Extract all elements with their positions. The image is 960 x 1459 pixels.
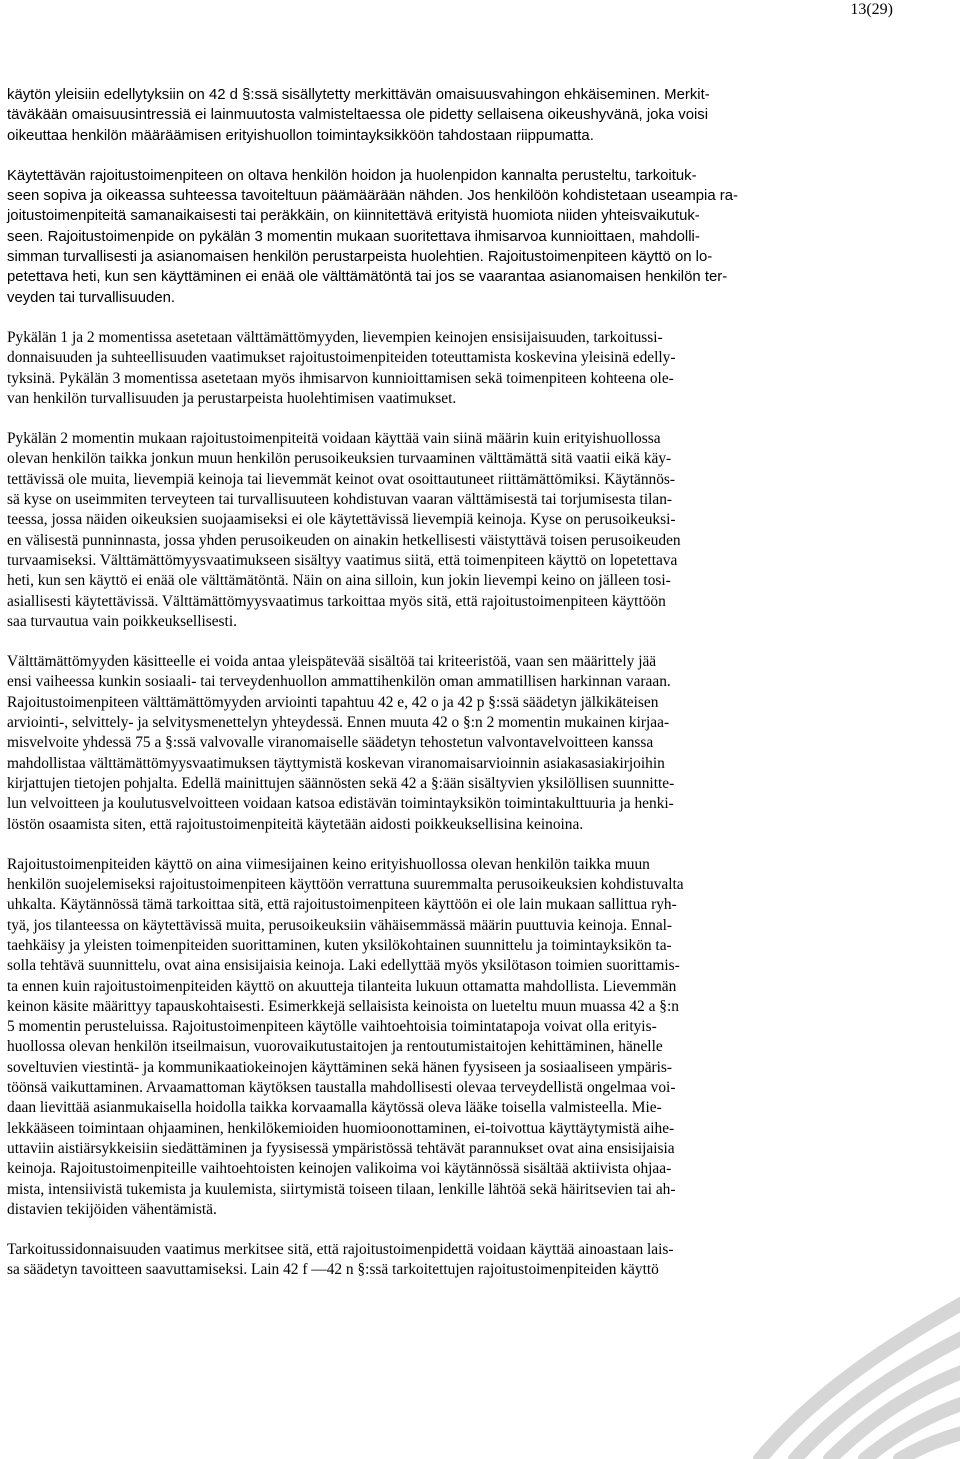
text-line: tettävissä ole muita, lievempiä keinoja tai lievemmät keinot ovat osoittautuneet riittämättömiksi. Käytännös- [7, 470, 676, 488]
text-line: simman turvallisesti ja asianomaisen henkilön perustarpeista huolehtien. Rajoitustoimenpiteen käyttö on lo- [7, 249, 713, 266]
text-line: käytön yleisiin edellytyksiin on 42 d §:ssä sisällytetty merkittävän omaisuusvahingon ehkäiseminen. Merkit- [7, 87, 710, 103]
text-line: solla tehtävä suunnittelu, ovat aina ensisijaisia keinoja. Laki edellyttää myös yksilötason toimien suorittamis- [7, 957, 680, 975]
text-line: Tarkoitussidonnaisuuden vaatimus merkitsee sitä, että rajoitustoimenpidettä voidaan käyttää ainoastaan lais- [7, 1241, 674, 1259]
text-line: donnaisuuden ja suhteellisuuden vaatimukset rajoitustoimenpiteiden toteuttamista koskevina yleisinä edelly- [7, 349, 676, 367]
text-line: Pykälän 2 momentin mukaan rajoitustoimenpiteitä voidaan käyttää vain siinä määrin kuin erityishuollossa [7, 430, 661, 448]
text-line: uttaviin aistiärsykkeisiin siedättäminen ja fyysisessä ympäristössä tehtävät parannukset ovat aina ensisijaisia [7, 1139, 675, 1157]
document-body [7, 85, 884, 1301]
text-line: van henkilön turvallisuuden ja perustarpeista huolehtimisen vaatimukset. [7, 389, 457, 407]
text-line: misvelvoite yhdessä 75 a §:ssä valvovalle viranomaiselle säädetyn tehostetun valvontavelvoitteen kanssa [7, 734, 654, 752]
paragraph-3 [7, 328, 884, 409]
text-line: seen sopiva ja oikeassa suhteessa tavoiteltuun päämäärään nähden. Jos henkilöön kohdistetaan useampia ra- [7, 188, 738, 205]
text-line: taehkäisy ja yleisten toimenpiteiden suorittaminen, kuten yksilökohtainen suunnittelu ja toimintayksikön ta- [7, 936, 672, 954]
text-line: töönsä vaikuttaminen. Arvaamattoman käytöksen taustalla mahdollisesti olevaa terveydellistä ongelmaa voi- [7, 1079, 676, 1097]
text-line: Pykälän 1 ja 2 momentissa asetetaan välttämättömyyden, lievempien keinojen ensisijaisuuden, tarkoitussi- [7, 328, 663, 346]
text-line: Välttämättömyyden käsitteelle ei voida antaa yleispätevää sisältöä tai kriteeristöä, vaan sen määrittely jää [7, 653, 657, 671]
text-line: 5 momentin perusteluissa. Rajoitustoimenpiteen käytölle vaihtoehtoisia toimintatapoja voivat olla erityis- [7, 1018, 657, 1036]
text-line: teessa, jossa näiden oikeuksien suojaamiseksi ei ole käytettävissä lievempiä keinoja. Kyse on perusoikeuksi- [7, 511, 676, 529]
text-line: heti, kun sen käyttö ei enää ole välttämätöntä. Näin on aina silloin, kun jokin lievempi keino on jälleen tosi- [7, 572, 671, 590]
text-line: arviointi-, selvittely- ja selvitysmenettelyn yhteydessä. Ennen muuta 42 o §:n 2 momentin mukainen kirjaa- [7, 714, 670, 732]
text-line: sä kyse on useimmiten terveyteen tai turvallisuuteen kohdistuvan vaaran välttämisestä tai torjumisesta tilan- [7, 491, 673, 509]
text-line: distavien tekijöiden vähentämistä. [7, 1200, 217, 1218]
text-line: lun velvoitteen ja koulutusvelvoitteen voidaan katsoa edistävän toimintayksikön toimintakulttuuria ja henki- [7, 795, 674, 813]
text-line: keinon käsite määrittyy tapauskohtaisesti. Esimerkkejä sellaisista keinoista on lueteltu muun muassa 42 a §:n [7, 997, 679, 1015]
text-line: uhkalta. Käytännössä tämä tarkoittaa sitä, että rajoitustoimenpiteen käyttöön ei ole lain mukaan sallittua ryh- [7, 896, 677, 914]
paragraph-5 [7, 652, 884, 835]
text-line: veyden tai turvallisuuden. [7, 289, 176, 306]
text-line: täväkään omaisuusintressiä ei lainmuutosta valmisteltaessa ole pidetty sellaisena oikeushyvänä, joka voisi [7, 107, 709, 124]
paragraph-1 [7, 85, 884, 146]
text-line: tyksinä. Pykälän 3 momentissa asetetaan myös ihmisarvon kunnioittamisen sekä toimenpiteen kohteena ole- [7, 369, 674, 387]
text-line: petettava heti, kun sen käyttäminen ei enää ole välttämätöntä tai jos se vaarantaa asianomaisen henkilön ter- [7, 269, 728, 286]
text-line: olevan henkilön taikka jonkun muun henkilön perusoikeuksien turvaaminen välttämättä sitä vaatii eikä käy- [7, 450, 672, 468]
text-line: Rajoitustoimenpiteen välttämättömyyden arviointi tapahtuu 42 e, 42 o ja 42 p §:ssä säädetyn jälkikäteisen [7, 693, 659, 711]
page-number: 13(29) [850, 1, 893, 18]
text-line: seen. Rajoitustoimenpide on pykälän 3 momentin mukaan suoritettava ihmisarvoa kunnioittaen, mahdolli- [7, 228, 700, 245]
text-line: asiallisesti käytettävissä. Välttämättömyysvaatimus tarkoittaa myös sitä, että rajoitustoimenpiteen käyttöön [7, 592, 666, 610]
text-line: turvaamiseksi. Välttämättömyysvaatimukseen sisältyy vaatimus siitä, että toimenpiteen käyttö on lopetettava [7, 551, 678, 569]
text-line: ensi vaiheessa kunkin sosiaali- tai terveydenhuollon ammattihenkilön oman ammatillisen harkinnan varaan. [7, 673, 671, 691]
text-line: Käytettävän rajoitustoimenpiteen on oltava henkilön hoidon ja huolenpidon kannalta perusteltu, tarkoituk- [7, 167, 697, 184]
paragraph-2 [7, 166, 884, 308]
text-line: lekkääseen toimintaan ohjaaminen, henkilökemioiden huomioonottaminen, ei-toivottua käyttäytymistä aihe- [7, 1119, 675, 1137]
text-line: mista, intensiivistä tukemista ja kuulemista, siirtymistä toiseen tilaan, lenkille lähtöä sekä häiritsevien tai ah- [7, 1180, 676, 1198]
text-line: daan lievittää asianmukaisella hoidolla taikka korvaamalla käytössä oleva lääke toisella valmisteella. Mie- [7, 1099, 662, 1117]
wave-logo [700, 1229, 960, 1459]
text-line: en välisestä punninnasta, jossa yhden perusoikeuden on ainakin hetkellisesti väistyttävä toisen perusoikeuden [7, 531, 681, 549]
text-line: ta ennen kuin rajoitustoimenpiteiden käyttö on akuutteja tilanteita lukuun ottamatta mahdollista. Lievemmän [7, 977, 677, 995]
text-line: tyä, jos tilanteessa on käytettävissä muita, perusoikeuksiin vähäisemmässä määrin puuttuvia keinoja. Ennal- [7, 916, 673, 934]
text-line: mahdollistaa välttämättömyysvaatimuksen täyttymistä koskevan viranomaisarvioinnin asiakasasiakirjoihin [7, 754, 665, 772]
text-line: löstön osaamista siten, että rajoitustoimenpiteitä käytetään aidosti poikkeuksellisina keinoina. [7, 815, 584, 833]
text-line: sa säädetyn tavoitteen saavuttamiseksi. Lain 42 f —42 n §:ssä tarkoitettujen rajoitustoimenpiteiden käyttö [7, 1261, 659, 1279]
paragraph-4 [7, 429, 884, 632]
paragraph-6 [7, 855, 884, 1220]
text-line: huollossa olevan henkilön itseilmaisun, vuorovaikutustaitojen ja rentoutumistaitojen kehittäminen, hänelle [7, 1038, 663, 1056]
text-line: soveltuvien viestintä- ja kommunikaatiokeinojen käyttäminen sekä hänen fyysiseen ja sosiaaliseen ympäris- [7, 1058, 673, 1076]
text-line: kirjattujen tietojen pohjalta. Edellä mainittujen säännösten sekä 42 a §:ään sisältyvien yksilöllisen suunnitte- [7, 774, 675, 792]
text-line: henkilön suojelemiseksi rajoitustoimenpiteen käyttöön verrattuna suuremmalta perusoikeuksien kohdistuvalta [7, 876, 684, 894]
text-line: joitustoimenpiteitä samanaikaisesti tai peräkkäin, on kiinnitettävä erityistä huomiota niiden yhteisvaikutuk- [7, 208, 700, 225]
text-line: Rajoitustoimenpiteiden käyttö on aina viimesijainen keino erityishuollossa olevan henkilön taikka muun [7, 855, 650, 873]
text-line: saa turvautua vain poikkeuksellisesti. [7, 612, 237, 630]
text-line: oikeuttaa henkilön määräämisen erityishuollon toimintayksikköön tahdostaan riippumatta. [7, 127, 594, 144]
text-line: keinoja. Rajoitustoimenpiteille vaihtoehtoisten keinojen valikoima voi käytännössä sisältää aktiivista ohjaa- [7, 1160, 672, 1178]
